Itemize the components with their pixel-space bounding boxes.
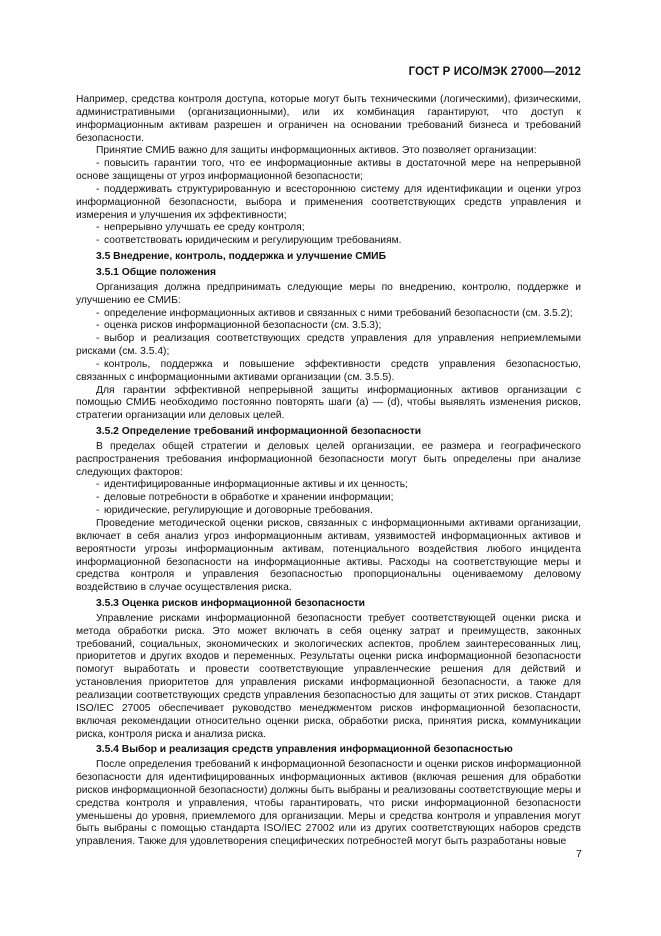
bullet-dash: -	[96, 222, 100, 234]
bullet-dash: -	[96, 358, 100, 370]
page-number: 7	[576, 848, 582, 860]
paragraph: Управление рисками информационной безопасности требует соответствующей оценки риска и метода обработки риска. Это может включать в себя оценку затрат и преимуществ, законных требований, социальных, экономических и экологических аспектов, проблем заинтересованных лиц, приоритетов и других входов и переменных. Результаты оценки риска информационной безопасности помогут выработать и провести соответствующие управленческие решения для действий и установления приоритетов для управления рисками информационной безопасности, а также для реализации соответствующих средств управления безопасностью для защиты от этих рисков. Стандарт ISO/IEC 27005 обеспечивает руководство менеджментом рисков информационной безопасности, включая рекомендации относительно оценки риска, обработки риска, принятия риска, коммуникации риска, контроля риска и анализа риска.	[76, 612, 581, 740]
section-heading: 3.5.3 Оценка рисков информационной безопасности	[96, 598, 365, 610]
paragraph: Принятие СМИБ важно для защиты информационных активов. Это позволяет организации:	[96, 145, 537, 157]
list-item	[76, 184, 581, 223]
list-item-text: поддерживать структурированную и всестороннюю систему для идентификации и оценки угроз информационной безопасности, выбора и применения соответствующих средств управления и измерения и улучшения их эффективности;	[76, 183, 581, 221]
list-item	[76, 359, 581, 385]
list-item-text: идентифицированные информационные активы и их ценность;	[104, 479, 408, 491]
list-item	[76, 492, 581, 505]
list-item	[76, 479, 581, 492]
list-item	[76, 308, 581, 321]
bullet-dash: -	[96, 479, 100, 491]
list-item	[76, 320, 581, 333]
paragraph: Например, средства контроля доступа, которые могут быть техническими (логическими), физическими, административными (организационными), или их комбинация гарантируют, что доступ к информационным активам разрешен и ограничен на основании требований бизнеса и требований безопасности.	[76, 94, 581, 144]
section-heading: 3.5 Внедрение, контроль, поддержка и улучшение СМИБ	[96, 251, 386, 263]
list-item-text: оценка рисков информационной безопасности (см. 3.5.3);	[104, 320, 382, 332]
list-item-text: контроль, поддержка и повышение эффективности средств управления безопасностью, связанных с информационными активами организации (см. 3.5.5).	[76, 358, 581, 383]
bullet-dash: -	[96, 505, 100, 517]
bullet-dash: -	[96, 235, 100, 247]
list-item-text: определение информационных активов и связанных с ними требований безопасности (см. 3.5.2);	[104, 307, 573, 319]
bullet-dash: -	[96, 320, 100, 332]
list-item	[76, 505, 581, 518]
standard-header: ГОСТ Р ИСО/МЭК 27000—2012	[408, 66, 581, 78]
list-item-text: соответствовать юридическим и регулирующим требованиям.	[104, 235, 402, 247]
list-item-text: юридические, регулирующие и договорные требования.	[104, 505, 373, 517]
list-item	[76, 235, 581, 248]
section-heading: 3.5.2 Определение требований информационной безопасности	[96, 426, 422, 438]
bullet-dash: -	[96, 333, 100, 345]
paragraph: Проведение методической оценки рисков, связанных с информационными активами организации, включает в себя анализ угроз информационным активам, уязвимостей информационных активов и вероятности угрозы информационным активам, потенциального воздействия любого инцидента информационной безопасности на информационные активы. Расходы на соответствующие меры и средства контроля и управления безопасностью пропорциональны оцениваемому деловому воздействию в случае осуществления риска.	[76, 518, 581, 594]
list-item	[76, 158, 581, 184]
bullet-dash: -	[96, 307, 100, 319]
list-item-text: деловые потребности в обработке и хранении информации;	[104, 492, 394, 504]
bullet-dash: -	[96, 158, 100, 170]
list-item-text: выбор и реализация соответствующих средств управления для управления неприемлемыми рисками (см. 3.5.4);	[76, 333, 581, 358]
section-heading: 3.5.4 Выбор и реализация средств управления информационной безопасностью	[96, 744, 513, 756]
bullet-dash: -	[96, 183, 100, 195]
list-item-text: повысить гарантии того, что ее информационные активы в достаточной мере на непрерывной основе защищены от угроз информационной безопасности;	[76, 158, 581, 183]
section-heading: 3.5.1 Общие положения	[96, 266, 216, 278]
list-item	[76, 333, 581, 359]
document-body	[76, 94, 581, 849]
list-item	[76, 222, 581, 235]
paragraph: После определения требований к информационной безопасности и оценки рисков информационной безопасности для идентифицированных информационных активов (включая решения для обработки рисков информационной безопасности) должны быть выбраны и реализованы соответствующие меры и средства контроля и управления, чтобы гарантировать, что риски информационной безопасности уменьшены до уровня, приемлемого для организации. Меры и средства контроля и управления могут быть выбраны с помощью стандарта ISO/IEC 27002 или из других соответствующих наборов средств управления. Также для удовлетворения специфических потребностей могут быть разработаны новые	[76, 759, 581, 848]
list-item-text: непрерывно улучшать ее среду контроля;	[104, 222, 305, 234]
paragraph: Организация должна предпринимать следующие меры по внедрению, контролю, поддержке и улучшению ее СМИБ:	[76, 281, 581, 306]
bullet-dash: -	[96, 492, 100, 504]
paragraph: В пределах общей стратегии и деловых целей организации, ее размера и географического распространения требования информационной безопасности могут быть определены при анализе следующих факторов:	[76, 440, 581, 478]
paragraph: Для гарантии эффективной непрерывной защиты информационных активов организации с помощью СМИБ необходимо постоянно повторять шаги (a) — (d), чтобы выявлять изменения рисков, стратегии организации или деловых целей.	[76, 384, 581, 422]
